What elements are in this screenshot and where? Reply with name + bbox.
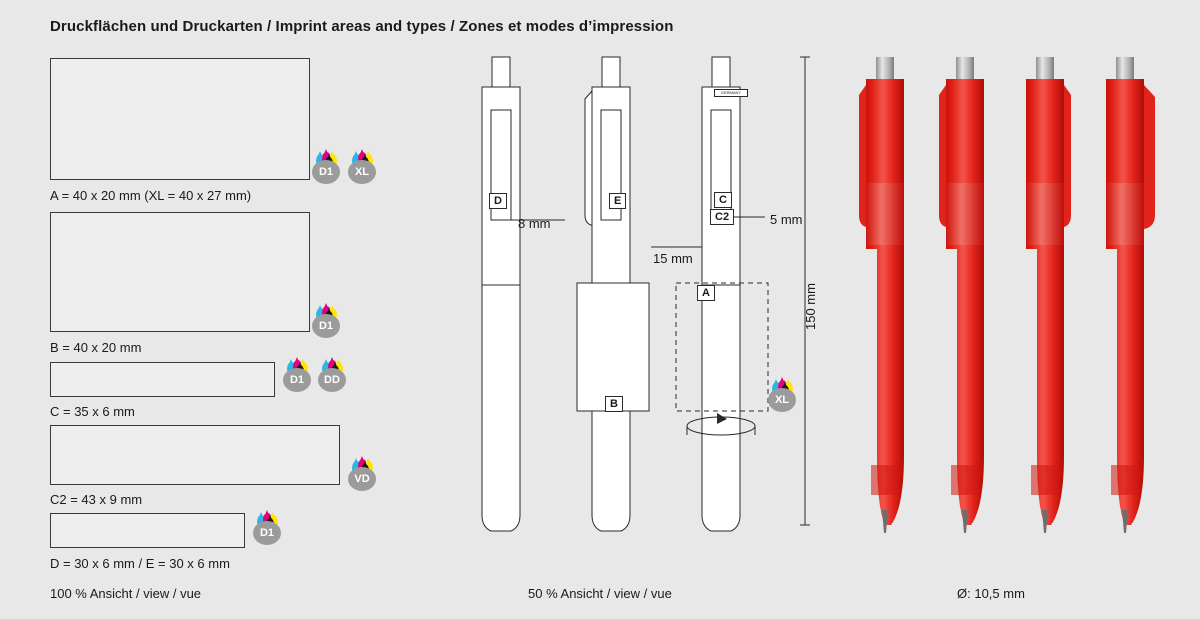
imprint-area-a-label bbox=[50, 188, 251, 203]
imprint-area-c-label: C = 35 x 6 mm bbox=[50, 404, 135, 419]
badge-label: D1 bbox=[312, 314, 340, 338]
badge-vd-area-c2 bbox=[348, 461, 378, 491]
badge-d1-area-c bbox=[283, 362, 313, 392]
footer-left: 100 % Ansicht / view / vue bbox=[50, 586, 202, 601]
pen-render-2 bbox=[939, 57, 984, 533]
pen-render-4 bbox=[1106, 57, 1155, 533]
badge-d1-area-d bbox=[253, 515, 283, 545]
dimension-5mm-label: 5 mm bbox=[770, 212, 803, 227]
page-title: Druckflächen und Druckarten / Imprint areas and types / Zones et modes d’impression bbox=[50, 18, 674, 35]
zone-tag-c: C bbox=[714, 192, 732, 208]
footer-right: Ø: 10,5 mm bbox=[957, 586, 1025, 601]
badge-label: XL bbox=[768, 388, 796, 412]
badge-label: D1 bbox=[253, 521, 281, 545]
badge-xl-drawing-a bbox=[768, 382, 798, 412]
pen-drawing-2 bbox=[577, 57, 649, 531]
imprint-area-c2-label: C2 = 43 x 9 mm bbox=[50, 492, 143, 507]
badge-xl-area-a bbox=[348, 154, 378, 184]
badge-d1-area-a bbox=[312, 154, 342, 184]
pen-render-1 bbox=[859, 57, 904, 533]
zone-tag-b: B bbox=[605, 396, 623, 412]
imprint-area-d bbox=[50, 513, 245, 548]
zone-tag-a: A bbox=[697, 285, 715, 301]
footer-center: 50 % Ansicht / view / vue bbox=[528, 586, 672, 601]
dimension-150mm-label: 150 mm bbox=[803, 283, 818, 330]
area-a-text: A = 40 x 20 mm (XL = 40 x 27 mm) bbox=[50, 188, 252, 203]
badge-label: VD bbox=[348, 467, 376, 491]
imprint-area-a bbox=[50, 58, 310, 180]
badge-label: DD bbox=[318, 368, 346, 392]
dimension-8mm-label: 8 mm bbox=[518, 216, 551, 231]
zone-tag-e: E bbox=[609, 193, 626, 209]
zone-tag-d: D bbox=[489, 193, 507, 209]
badge-label: D1 bbox=[312, 160, 340, 184]
pen-drawing-1 bbox=[482, 57, 565, 531]
imprint-area-b-label: B = 40 x 20 mm bbox=[50, 340, 142, 355]
germany-marking: GERMANY bbox=[714, 89, 748, 97]
badge-d1-area-b bbox=[312, 308, 342, 338]
imprint-area-c bbox=[50, 362, 275, 397]
dimension-15mm-label: 15 mm bbox=[653, 251, 693, 266]
pen-product-renders bbox=[855, 55, 1175, 575]
imprint-area-c2 bbox=[50, 425, 340, 485]
area-d-text: D = 30 x 6 mm / E = 30 x 6 mm bbox=[50, 556, 230, 571]
imprint-area-b bbox=[50, 212, 310, 332]
imprint-area-d-label bbox=[50, 556, 230, 571]
pen-render-3 bbox=[1026, 57, 1071, 533]
badge-label: D1 bbox=[283, 368, 311, 392]
zone-tag-c2: C2 bbox=[710, 209, 734, 225]
badge-label: XL bbox=[348, 160, 376, 184]
badge-dd-area-c bbox=[318, 362, 348, 392]
